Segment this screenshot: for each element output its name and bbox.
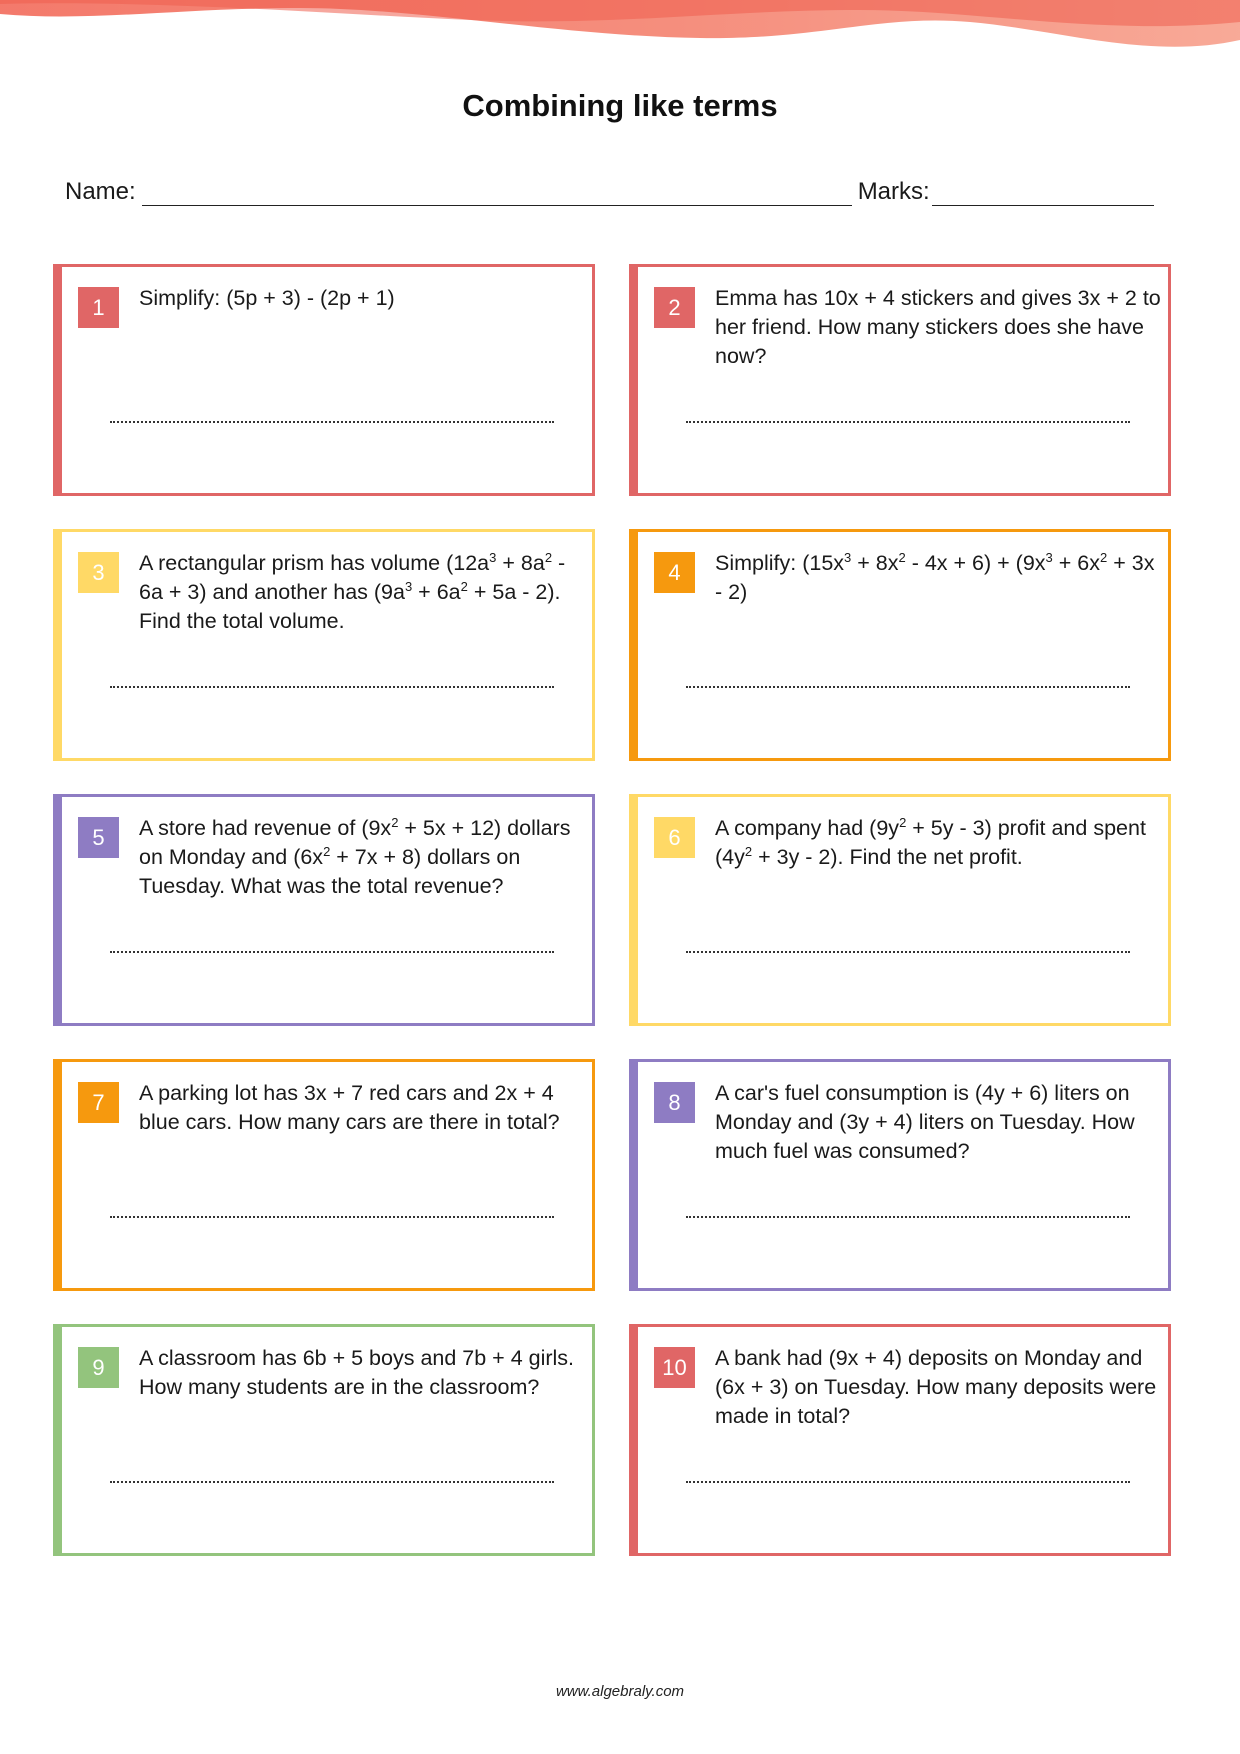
question-text: A rectangular prism has volume $(12a^3 + 8a^2 - 6a + 3)$ and another has $(9a^3 + 6a^2 + 5a - 2)$. Find the total volume.	[139, 549, 566, 633]
question-card-9	[53, 1324, 595, 1556]
footer-url: www.algebraly.com	[555, 1683, 685, 1700]
question-card-7	[53, 1059, 595, 1291]
name-label: Name:	[65, 178, 136, 205]
answer-line[interactable]	[110, 1212, 554, 1218]
answer-line[interactable]	[686, 947, 1130, 953]
marks-label: Marks:	[857, 178, 930, 205]
question-card-6	[629, 794, 1171, 1026]
answer-line[interactable]	[686, 417, 1130, 423]
question-text: Simplify: (5p + 3) - (2p + 1)	[139, 286, 395, 310]
name-input-line[interactable]	[142, 183, 852, 206]
top-wave-decoration	[0, 0, 1240, 60]
answer-line[interactable]	[110, 947, 554, 953]
question-number-badge: 9	[78, 1347, 119, 1388]
name-marks-row	[65, 178, 1165, 206]
question-card-1	[53, 264, 595, 496]
question-number-badge: 8	[654, 1082, 695, 1123]
answer-line[interactable]	[686, 682, 1130, 688]
question-card-2	[629, 264, 1171, 496]
question-number-badge: 2	[654, 287, 695, 328]
answer-line[interactable]	[110, 417, 554, 423]
question-number-badge: 10	[654, 1347, 695, 1388]
answer-line[interactable]	[110, 1477, 554, 1483]
question-number-badge: 5	[78, 817, 119, 858]
question-number-badge: 3	[78, 552, 119, 593]
worksheet-title: Combining like terms	[462, 88, 778, 123]
question-text: A parking lot has 3x + 7 red cars and 2x + 4 blue cars. How many cars are there in total?	[139, 1081, 560, 1134]
question-number-badge: 7	[78, 1082, 119, 1123]
question-card-5	[53, 794, 595, 1026]
marks-input-line[interactable]	[932, 183, 1154, 206]
answer-line[interactable]	[686, 1212, 1130, 1218]
answer-line[interactable]	[686, 1477, 1130, 1483]
question-card-3	[53, 529, 595, 761]
question-number-badge: 6	[654, 817, 695, 858]
question-text: A company had $(9y^2 + 5y - 3)$ profit and spent $(4y^2 + 3y - 2)$. Find the net profit.	[715, 814, 1146, 869]
question-text: A bank had (9x + 4) deposits on Monday and (6x + 3) on Tuesday. How many deposits were made in total?	[715, 1346, 1157, 1428]
question-number-badge: 1	[78, 287, 119, 328]
question-text: Simplify: $(15x^3 + 8x^2 - 4x + 6) + (9x^3 + 6x^2 + 3x - 2)$	[715, 549, 1155, 604]
question-text: A classroom has 6b + 5 boys and 7b + 4 girls. How many students are in the classroom?	[139, 1346, 575, 1399]
question-text: A store had revenue of $(9x^2 + 5x + 12)$ dollars on Monday and $(6x^2 + 7x + 8)$ dollars on Tuesday. What was the total revenue?	[139, 814, 571, 898]
question-number-badge: 4	[654, 552, 695, 593]
question-text: A car's fuel consumption is (4y + 6) liters on Monday and (3y + 4) liters on Tuesday. How much fuel was consumed?	[715, 1081, 1135, 1163]
question-card-10	[629, 1324, 1171, 1556]
question-card-8	[629, 1059, 1171, 1291]
answer-line[interactable]	[110, 682, 554, 688]
question-card-4	[629, 529, 1171, 761]
question-text: Emma has 10x + 4 stickers and gives 3x + 2 to her friend. How many stickers does she have now?	[715, 286, 1161, 368]
